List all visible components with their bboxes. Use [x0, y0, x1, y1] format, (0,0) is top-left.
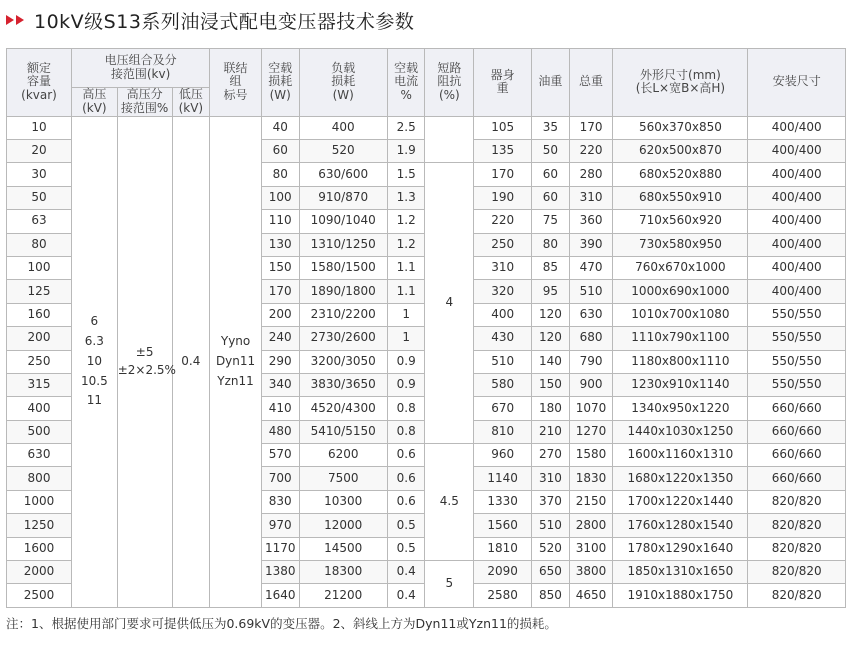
cell-mounting-size: 660/660 [748, 420, 846, 443]
cell-no-load-current: 1.2 [387, 210, 425, 233]
header-vector-group: 联结 组 标号 [210, 49, 262, 117]
cell-oil-weight: 310 [532, 467, 570, 490]
cell-dimensions: 1600x1160x1310 [613, 444, 748, 467]
lv-voltage-cell: 0.4 [172, 116, 210, 607]
cell-no-load-current: 0.5 [387, 537, 425, 560]
hv-voltage-cell [72, 116, 118, 607]
cell-oil-weight: 80 [532, 233, 570, 256]
cell-no-load-current: 2.5 [387, 116, 425, 139]
cell-core-weight: 1330 [474, 490, 532, 513]
cell-capacity: 400 [7, 397, 72, 420]
cell-oil-weight: 150 [532, 373, 570, 396]
cell-capacity: 100 [7, 256, 72, 279]
cell-total-weight: 680 [569, 327, 613, 350]
cell-load-loss: 18300 [299, 561, 387, 584]
page-title: 10kV级S13系列油浸式配电变压器技术参数 [34, 10, 415, 33]
cell-no-load-current: 0.9 [387, 350, 425, 373]
cell-load-loss: 520 [299, 139, 387, 162]
cell-total-weight: 1580 [569, 444, 613, 467]
tap-range-cell-line: ±5 [135, 344, 154, 359]
double-arrow-icon [6, 15, 26, 25]
cell-no-load-current: 1.9 [387, 139, 425, 162]
cell-no-load-loss: 40 [261, 116, 299, 139]
cell-no-load-loss: 130 [261, 233, 299, 256]
table-body [7, 116, 846, 607]
cell-total-weight: 4650 [569, 584, 613, 607]
cell-dimensions: 1780x1290x1640 [613, 537, 748, 560]
cell-capacity: 10 [7, 116, 72, 139]
cell-mounting-size: 550/550 [748, 327, 846, 350]
cell-mounting-size: 400/400 [748, 186, 846, 209]
cell-mounting-size: 400/400 [748, 139, 846, 162]
cell-mounting-size: 400/400 [748, 256, 846, 279]
cell-mounting-size: 660/660 [748, 444, 846, 467]
cell-core-weight: 135 [474, 139, 532, 162]
cell-oil-weight: 50 [532, 139, 570, 162]
cell-capacity: 800 [7, 467, 72, 490]
cell-no-load-current: 0.8 [387, 397, 425, 420]
cell-dimensions: 710x560x920 [613, 210, 748, 233]
cell-oil-weight: 520 [532, 537, 570, 560]
cell-core-weight: 1140 [474, 467, 532, 490]
cell-core-weight: 320 [474, 280, 532, 303]
cell-no-load-loss: 200 [261, 303, 299, 326]
cell-load-loss: 1310/1250 [299, 233, 387, 256]
cell-dimensions: 620x500x870 [613, 139, 748, 162]
cell-no-load-loss: 80 [261, 163, 299, 186]
cell-no-load-loss: 340 [261, 373, 299, 396]
cell-no-load-loss: 60 [261, 139, 299, 162]
cell-capacity: 125 [7, 280, 72, 303]
cell-dimensions: 1340x950x1220 [613, 397, 748, 420]
cell-capacity: 1000 [7, 490, 72, 513]
cell-core-weight: 400 [474, 303, 532, 326]
cell-mounting-size: 660/660 [748, 467, 846, 490]
cell-oil-weight: 85 [532, 256, 570, 279]
cell-capacity: 1250 [7, 514, 72, 537]
cell-no-load-current: 1 [387, 303, 425, 326]
cell-capacity: 2000 [7, 561, 72, 584]
cell-load-loss: 2310/2200 [299, 303, 387, 326]
cell-no-load-current: 1.2 [387, 233, 425, 256]
cell-oil-weight: 270 [532, 444, 570, 467]
cell-load-loss: 21200 [299, 584, 387, 607]
cell-no-load-current: 1.5 [387, 163, 425, 186]
cell-core-weight: 430 [474, 327, 532, 350]
cell-mounting-size: 820/820 [748, 490, 846, 513]
cell-core-weight: 2580 [474, 584, 532, 607]
cell-total-weight: 220 [569, 139, 613, 162]
cell-total-weight: 470 [569, 256, 613, 279]
vector-group-cell-line: Yzn11 [217, 373, 254, 388]
cell-dimensions: 1230x910x1140 [613, 373, 748, 396]
header-short-circuit-impedance: 短路 阻抗 (%) [425, 49, 474, 117]
cell-oil-weight: 75 [532, 210, 570, 233]
impedance-cell [425, 116, 474, 163]
cell-core-weight: 220 [474, 210, 532, 233]
cell-total-weight: 1270 [569, 420, 613, 443]
header-no-load-loss: 空载 损耗 (W) [261, 49, 299, 117]
hv-voltage-cell-line: 10 [86, 353, 102, 368]
cell-no-load-loss: 110 [261, 210, 299, 233]
table-header [7, 49, 846, 117]
cell-total-weight: 170 [569, 116, 613, 139]
cell-capacity: 50 [7, 186, 72, 209]
cell-core-weight: 170 [474, 163, 532, 186]
cell-mounting-size: 400/400 [748, 116, 846, 139]
cell-no-load-loss: 1380 [261, 561, 299, 584]
cell-dimensions: 1850x1310x1650 [613, 561, 748, 584]
impedance-cell: 4.5 [425, 444, 474, 561]
cell-dimensions: 1000x690x1000 [613, 280, 748, 303]
cell-no-load-loss: 240 [261, 327, 299, 350]
header-hv: 高压 (kV) [72, 88, 118, 117]
cell-load-loss: 630/600 [299, 163, 387, 186]
cell-no-load-current: 0.8 [387, 420, 425, 443]
cell-no-load-current: 0.5 [387, 514, 425, 537]
cell-oil-weight: 210 [532, 420, 570, 443]
cell-mounting-size: 820/820 [748, 561, 846, 584]
tap-range-cell [117, 116, 176, 607]
impedance-cell: 4 [425, 163, 474, 444]
cell-core-weight: 190 [474, 186, 532, 209]
cell-no-load-current: 1.3 [387, 186, 425, 209]
cell-mounting-size: 400/400 [748, 233, 846, 256]
cell-load-loss: 910/870 [299, 186, 387, 209]
hv-voltage-cell-line: 10.5 [80, 373, 108, 388]
spec-table [6, 48, 846, 608]
header-oil-weight: 油重 [532, 49, 570, 117]
cell-mounting-size: 820/820 [748, 537, 846, 560]
cell-load-loss: 1580/1500 [299, 256, 387, 279]
cell-total-weight: 2800 [569, 514, 613, 537]
cell-load-loss: 1090/1040 [299, 210, 387, 233]
cell-oil-weight: 510 [532, 514, 570, 537]
cell-mounting-size: 400/400 [748, 210, 846, 233]
cell-no-load-loss: 480 [261, 420, 299, 443]
cell-load-loss: 14500 [299, 537, 387, 560]
cell-dimensions: 1180x800x1110 [613, 350, 748, 373]
header-voltage-group: 电压组合及分 接范围(kv) [72, 49, 210, 88]
hv-voltage-cell-line: 6.3 [84, 334, 104, 348]
cell-total-weight: 3100 [569, 537, 613, 560]
cell-load-loss: 5410/5150 [299, 420, 387, 443]
cell-dimensions: 760x670x1000 [613, 256, 748, 279]
cell-no-load-loss: 1170 [261, 537, 299, 560]
cell-dimensions: 1760x1280x1540 [613, 514, 748, 537]
cell-no-load-loss: 830 [261, 490, 299, 513]
cell-mounting-size: 820/820 [748, 584, 846, 607]
header-no-load-current: 空载 电流 % [387, 49, 425, 117]
cell-mounting-size: 660/660 [748, 397, 846, 420]
header-lv: 低压 (kV) [172, 88, 210, 117]
cell-load-loss: 4520/4300 [299, 397, 387, 420]
cell-no-load-loss: 290 [261, 350, 299, 373]
header-load-loss: 负载 损耗 (W) [299, 49, 387, 117]
header-mounting-size: 安装尺寸 [748, 49, 846, 117]
cell-mounting-size: 400/400 [748, 163, 846, 186]
cell-oil-weight: 60 [532, 163, 570, 186]
cell-mounting-size: 820/820 [748, 514, 846, 537]
cell-no-load-loss: 700 [261, 467, 299, 490]
cell-core-weight: 960 [474, 444, 532, 467]
cell-no-load-current: 0.9 [387, 373, 425, 396]
cell-load-loss: 3830/3650 [299, 373, 387, 396]
cell-capacity: 63 [7, 210, 72, 233]
cell-capacity: 30 [7, 163, 72, 186]
cell-core-weight: 510 [474, 350, 532, 373]
cell-no-load-loss: 150 [261, 256, 299, 279]
table-row [7, 116, 846, 139]
cell-total-weight: 310 [569, 186, 613, 209]
cell-capacity: 630 [7, 444, 72, 467]
cell-load-loss: 400 [299, 116, 387, 139]
cell-capacity: 200 [7, 327, 72, 350]
cell-core-weight: 2090 [474, 561, 532, 584]
cell-dimensions: 1680x1220x1350 [613, 467, 748, 490]
cell-oil-weight: 850 [532, 584, 570, 607]
tap-range-cell-line: ±2×2.5% [117, 362, 176, 377]
cell-oil-weight: 650 [532, 561, 570, 584]
cell-capacity: 160 [7, 303, 72, 326]
cell-total-weight: 1070 [569, 397, 613, 420]
cell-dimensions: 730x580x950 [613, 233, 748, 256]
cell-oil-weight: 95 [532, 280, 570, 303]
cell-capacity: 250 [7, 350, 72, 373]
cell-no-load-current: 1.1 [387, 256, 425, 279]
cell-oil-weight: 35 [532, 116, 570, 139]
cell-mounting-size: 550/550 [748, 350, 846, 373]
cell-no-load-current: 1.1 [387, 280, 425, 303]
cell-capacity: 20 [7, 139, 72, 162]
cell-dimensions: 1440x1030x1250 [613, 420, 748, 443]
cell-load-loss: 10300 [299, 490, 387, 513]
cell-oil-weight: 180 [532, 397, 570, 420]
header-tap-range: 高压分 接范围% [117, 88, 172, 117]
cell-capacity: 80 [7, 233, 72, 256]
cell-capacity: 2500 [7, 584, 72, 607]
vector-group-cell-line: Dyn11 [215, 353, 256, 368]
cell-oil-weight: 120 [532, 327, 570, 350]
cell-dimensions: 680x520x880 [613, 163, 748, 186]
header-core-weight: 器身 重 [474, 49, 532, 117]
cell-no-load-loss: 410 [261, 397, 299, 420]
header-total-weight: 总重 [569, 49, 613, 117]
cell-oil-weight: 370 [532, 490, 570, 513]
cell-core-weight: 105 [474, 116, 532, 139]
header-rated-capacity: 额定 容量 (kvar) [7, 49, 72, 117]
cell-no-load-loss: 970 [261, 514, 299, 537]
cell-no-load-loss: 100 [261, 186, 299, 209]
cell-total-weight: 360 [569, 210, 613, 233]
cell-total-weight: 1830 [569, 467, 613, 490]
hv-voltage-cell-line: 11 [86, 393, 102, 408]
impedance-cell: 5 [425, 561, 474, 608]
cell-no-load-current: 0.6 [387, 467, 425, 490]
header-dimensions: 外形尺寸(mm) (长L×宽B×高H) [613, 49, 748, 117]
cell-total-weight: 900 [569, 373, 613, 396]
cell-no-load-current: 0.6 [387, 444, 425, 467]
cell-load-loss: 6200 [299, 444, 387, 467]
footnote: 注：1、根据使用部门要求可提供低压为0.69kV的变压器。2、斜线上方为Dyn11或Yzn11的损耗。 [6, 616, 557, 631]
cell-no-load-current: 1 [387, 327, 425, 350]
cell-no-load-loss: 170 [261, 280, 299, 303]
cell-dimensions: 680x550x910 [613, 186, 748, 209]
cell-core-weight: 1810 [474, 537, 532, 560]
cell-core-weight: 670 [474, 397, 532, 420]
cell-no-load-loss: 570 [261, 444, 299, 467]
cell-load-loss: 2730/2600 [299, 327, 387, 350]
cell-dimensions: 560x370x850 [613, 116, 748, 139]
cell-dimensions: 1910x1880x1750 [613, 584, 748, 607]
cell-dimensions: 1110x790x1100 [613, 327, 748, 350]
cell-core-weight: 250 [474, 233, 532, 256]
cell-no-load-current: 0.6 [387, 490, 425, 513]
vector-group-cell [210, 116, 262, 607]
cell-mounting-size: 550/550 [748, 303, 846, 326]
cell-mounting-size: 550/550 [748, 373, 846, 396]
cell-core-weight: 810 [474, 420, 532, 443]
cell-total-weight: 3800 [569, 561, 613, 584]
cell-total-weight: 390 [569, 233, 613, 256]
cell-load-loss: 1890/1800 [299, 280, 387, 303]
cell-oil-weight: 140 [532, 350, 570, 373]
page-title-bar [6, 5, 414, 35]
cell-load-loss: 7500 [299, 467, 387, 490]
cell-capacity: 500 [7, 420, 72, 443]
vector-group-cell-line: Yyno [220, 334, 251, 348]
cell-oil-weight: 120 [532, 303, 570, 326]
cell-total-weight: 280 [569, 163, 613, 186]
cell-capacity: 315 [7, 373, 72, 396]
cell-core-weight: 580 [474, 373, 532, 396]
cell-total-weight: 510 [569, 280, 613, 303]
cell-total-weight: 630 [569, 303, 613, 326]
hv-voltage-cell-line: 6 [90, 314, 99, 329]
cell-core-weight: 310 [474, 256, 532, 279]
cell-total-weight: 2150 [569, 490, 613, 513]
cell-no-load-current: 0.4 [387, 584, 425, 607]
cell-load-loss: 3200/3050 [299, 350, 387, 373]
cell-capacity: 1600 [7, 537, 72, 560]
cell-no-load-current: 0.4 [387, 561, 425, 584]
cell-dimensions: 1010x700x1080 [613, 303, 748, 326]
cell-mounting-size: 400/400 [748, 280, 846, 303]
cell-dimensions: 1700x1220x1440 [613, 490, 748, 513]
cell-core-weight: 1560 [474, 514, 532, 537]
cell-load-loss: 12000 [299, 514, 387, 537]
cell-no-load-loss: 1640 [261, 584, 299, 607]
cell-oil-weight: 60 [532, 186, 570, 209]
cell-total-weight: 790 [569, 350, 613, 373]
